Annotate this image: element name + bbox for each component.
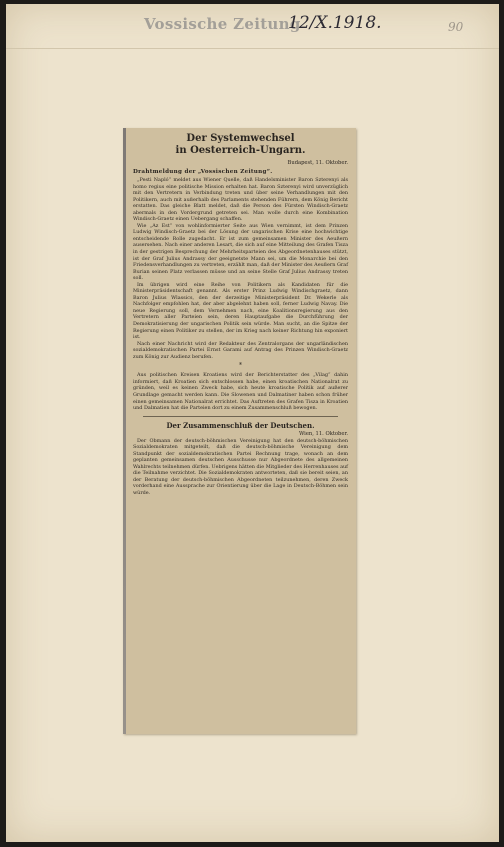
article-paragraph: „Pesti Napló“ meldet aus Wiener Quelle, daß Handelsminister Baron Szterenyi als homo regius eine politische Mission erhalten hat. Baron Szterenyi wird unverzüglich mit den Vertretern in Verbindung treten und über seine Verhandlungen mit den Politikern, auch mit außerhalb des Parlaments stehenden Führern, dem König Bericht erstatten. Das gleiche Blatt meldet, daß die Person des Fürsten Windisch-Graetz abermals in den Vordergrund getreten sei. Man wolle durch eine Kombination Windisch-Graetz einen Uebergang schaffen. — [133, 177, 348, 223]
board-header — [6, 4, 499, 49]
article-paragraph: Aus politischen Kreisen Kroatiens wird der Berichterstatter des „Vilag“ dahin informiert, daß Kroatien sich entschlossen habe, einen kroatischen Nationalrat zu gründen, weil es keinen Zweck habe, sich heute kroatische Politik auf außerer Grundlage gemacht werden kann. Die Slowenen und Dalmatiner haben schon früher einen gemeinsamen Nationalrat errichtet. Das Auftreten des Grafen Tisza in Kroatien und Dalmatien hat die Parteien dort zu einem Zusammenschluß bewogen. — [133, 372, 348, 412]
sheet-number: 90 — [448, 20, 464, 34]
article2-dateline: Wien, 11. Oktober. — [298, 430, 348, 437]
newspaper-name-stamp: Vossische Zeitung — [144, 15, 301, 33]
handwritten-date: 12/X.1918. — [288, 13, 382, 33]
section-divider: * — [239, 362, 242, 370]
article-paragraph: Im übrigen wird eine Reihe von Politikern als Kandidaten für die Ministerpräsidentschaft genannt. Als erster Prinz Ludwig Windischgraetz, dann Baron Julius Wlassics, den der derzeitige Ministerpräsident Dr. Wekerle als Nachfolger empfohlen hat, der aber abgelehnt haben soll, ferner Ludwig Navay. Die neue Regierung soll, dem Vernehmen nach, eine Koalitionsregierung aus den Vertretern aller Parteien sein, deren Hauptaufgabe die Durchführung der Demokratisierung der ungarischen Politik sein würde. Man sucht, an die Spitze der Regierung einen Politiker zu stellen, der im Krieg nach keiner Richtung hin exponiert ist. — [133, 281, 348, 341]
article-dateline: Budapest, 11. Oktober. — [287, 160, 348, 166]
article-subhead: Drahtmeldung der „Vossischen Zeitung“. — [133, 169, 273, 175]
article-paragraph: Der Obmann der deutsch-böhmischen Vereinigung hat den deutsch-böhmischen Sozialdemokraten mitgeteilt, daß die deutsch-böhmische Vereinigung dem Standpunkt der sozialdemokratischen Partei Rechnung trage, wonach an dem geplanten gemeinsamen deutschen Ausschusse nur Abgeordnete des allgemeinen Wahlrechts teilnehmen dürfen. Uebrigens hätten die Mitglieder des Herrenhauses auf die Teilnahme verzichtet. Die Sozialdemokraten antworteten, daß sie bereit seien, an der Beratung der deutsch-böhmischen Abgeordneten teilzunehmen, deren Zweck vorderhand eine Aussprache zur Orientierung über die Lage in Deutsch-Böhmen sein würde. — [133, 437, 348, 496]
article-paragraph: Nach einer Nachricht wird der Redakteur des Zentralorgans der ungarländischen sozialdemokratischen Partei Ernst Garami auf Antrag des Prinzen Windisch-Graetz zum König zur Audienz berufen. — [133, 340, 348, 360]
article-paragraph: Wie „Az Est“ von wohlinformierter Seite aus Wien vernimmt, ist dem Prinzen Ludwig Windisch-Graetz bei der Lösung der ungarischen Krise eine hochwichtige entscheidende Rolle zugedacht. Er ist zum gemeinsamen Minister des Aeußern ausersehen. Nach einer anderen Lesart, die sich auf eine Mitteilung des Grafen Tisza in der gestrigen Besprechung der Mehrheitsparteien des Abgeordnetenhauses stützt, ist der Graf Julius Andrassy der geeignetste Mann sei, um die Monarchie bei den Friedensverhandlungen zu vertreten, erzählt man, daß der Minister des Aeußern Graf Burian seinen Platz verlassen müsse und an seine Stelle Graf Julius Andrassy treten soll. — [133, 222, 348, 282]
article2-headline: Der Zusammenschluß der Deutschen. — [166, 420, 315, 430]
newspaper-clipping — [123, 128, 356, 734]
article-separator — [143, 416, 338, 417]
article-headline: Der Systemwechsel in Oesterreich-Ungarn. — [175, 133, 306, 156]
